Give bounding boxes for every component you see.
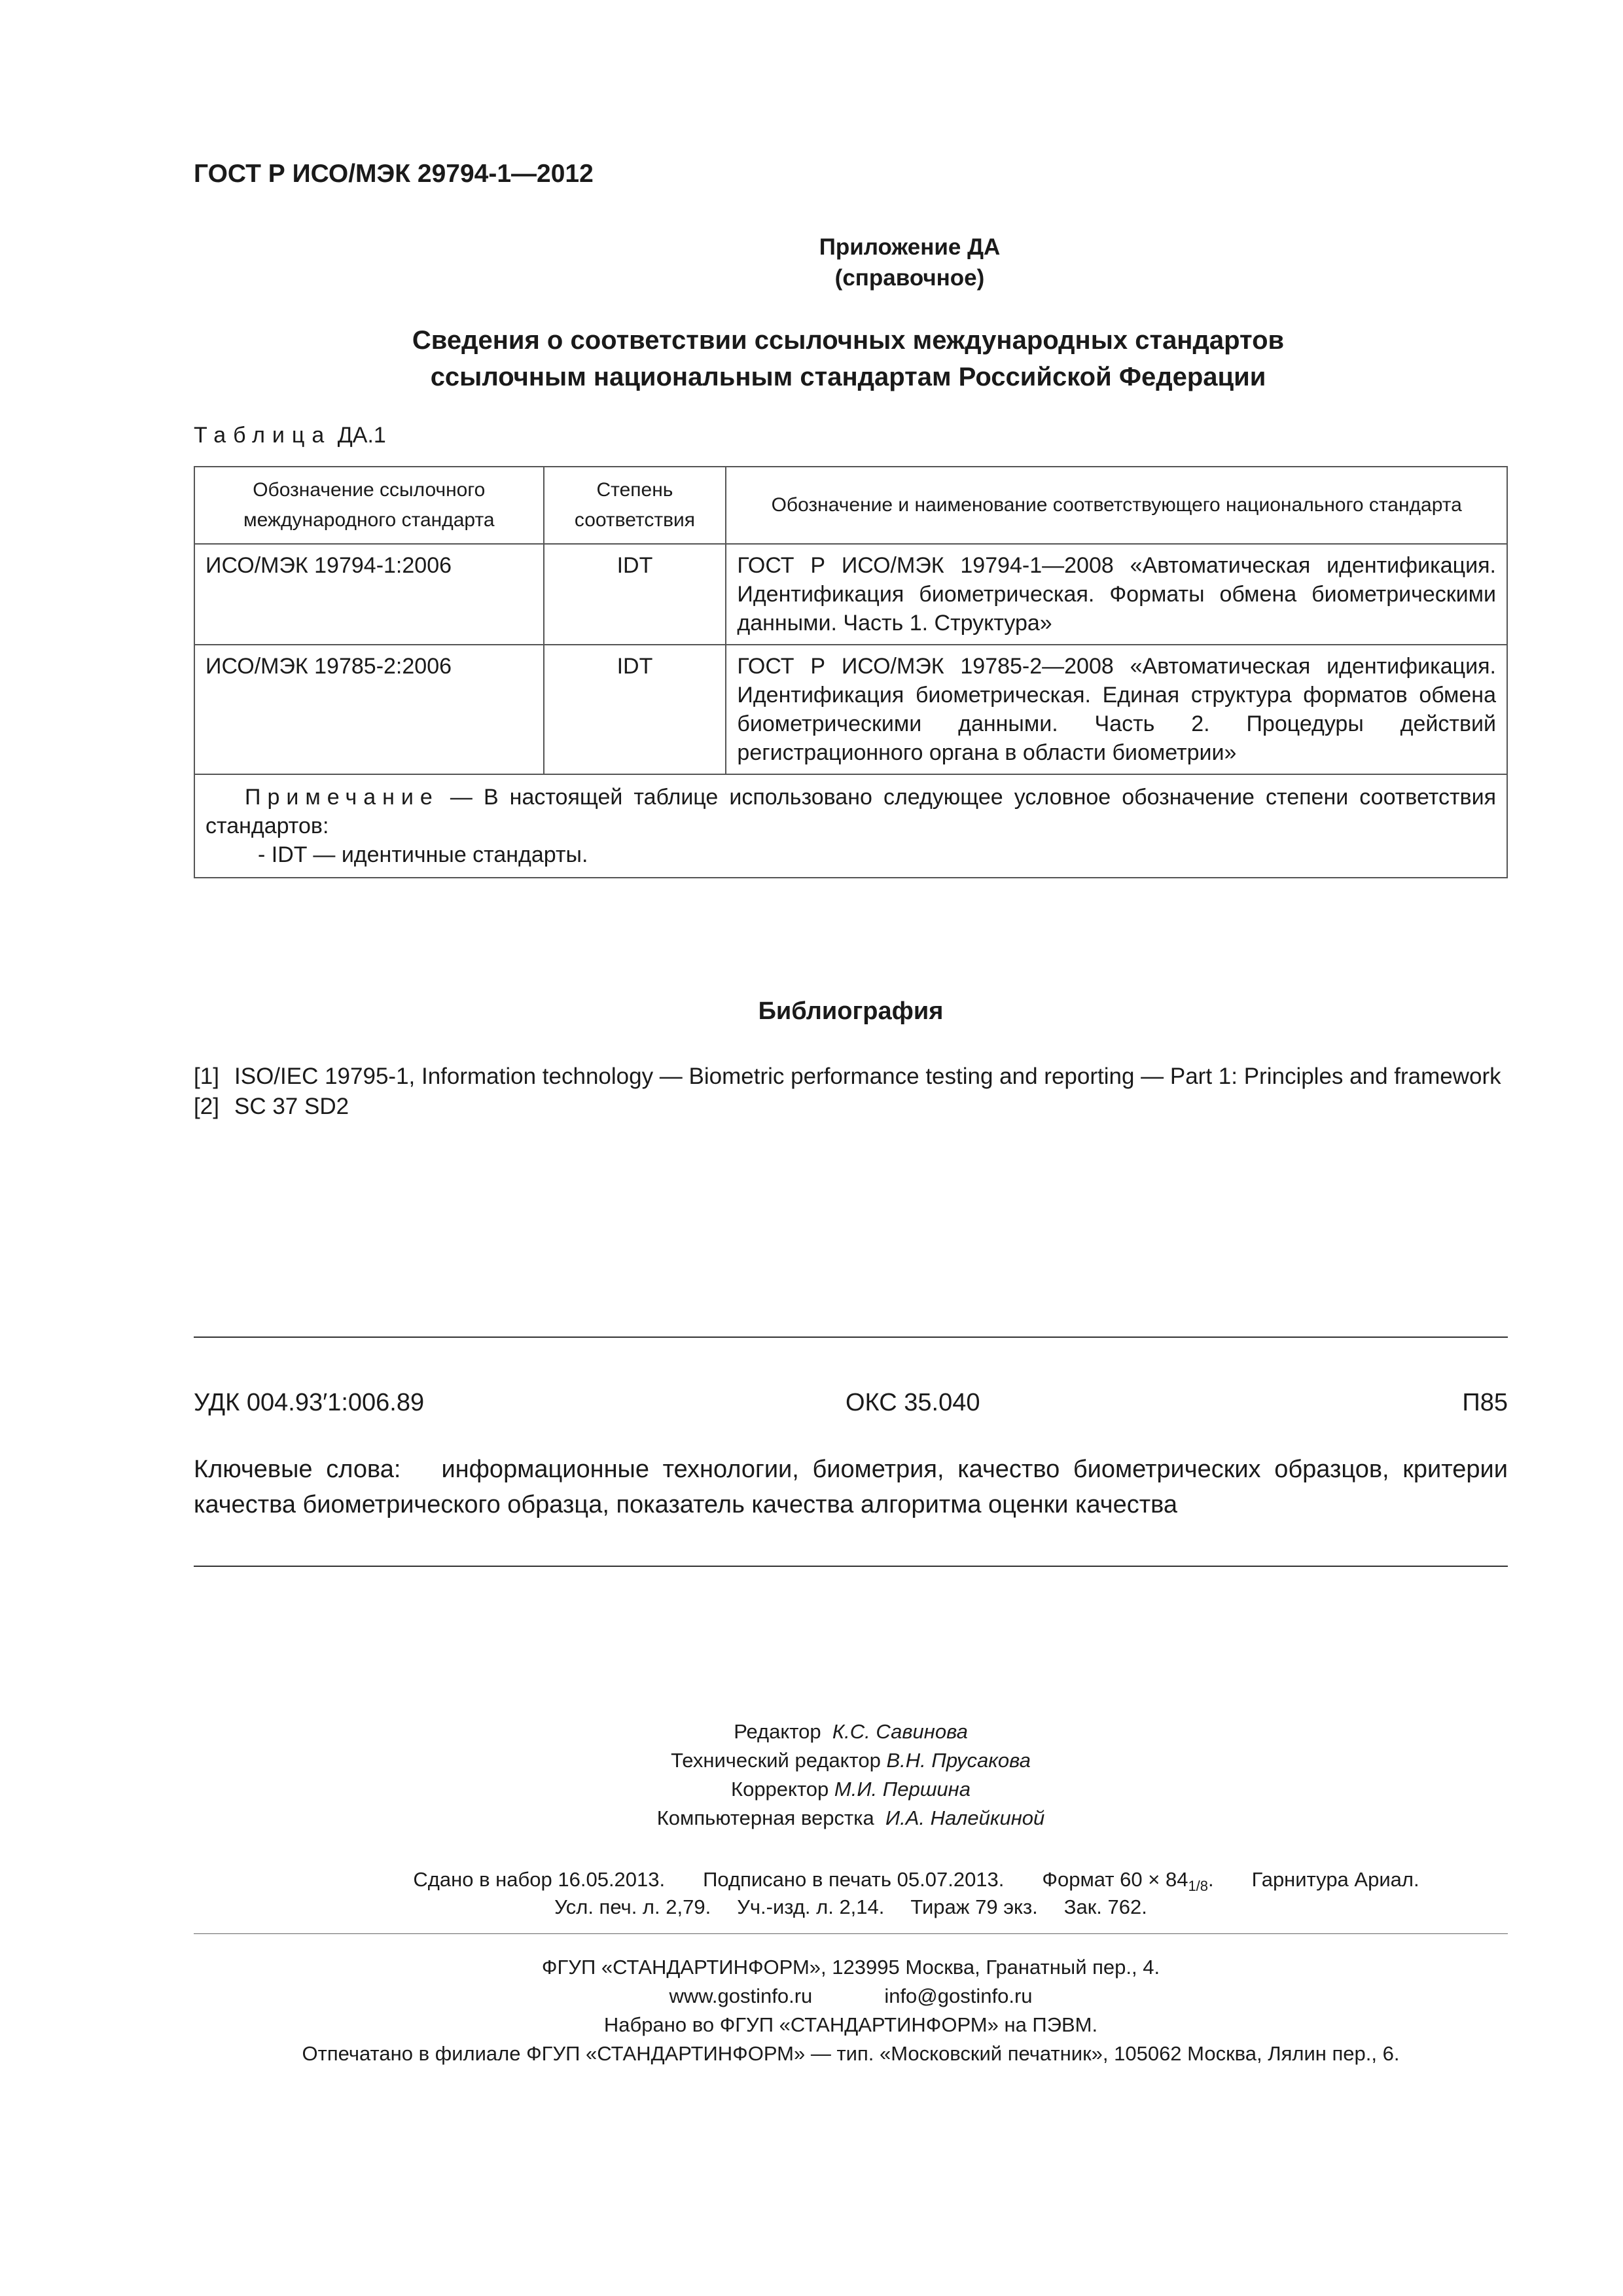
paper-format: Формат $60 \times 84_{1/8}$.: [1042, 1868, 1214, 1895]
note-label: Примечание: [245, 785, 439, 810]
table-caption-word: Таблица: [194, 423, 332, 448]
oks-code: ОКС 35.040: [846, 1389, 980, 1416]
publisher-contacts: [0, 1982, 1623, 2011]
credits: [0, 1717, 1623, 1833]
keywords-text: информационные технологии, биометрия, качество биометрических образцов, критерии качества биометрического образца, показатель качества алгоритма оценки качества: [194, 1456, 1508, 1518]
printer-info: [0, 1953, 1623, 2068]
bib-number: [1]: [194, 1064, 219, 1089]
footer-divider-bottom: [194, 1566, 1508, 1567]
publisher-divider: [194, 1933, 1508, 1934]
typeset-info: Набрано во ФГУП «СТАНДАРТИНФОРМ» на ПЭВМ.: [603, 2013, 1098, 2036]
credit-name: М.И. Першина: [834, 1778, 971, 1801]
typeface: Гарнитура Ариал.: [1251, 1868, 1419, 1891]
header-degree: Степень соответствия: [544, 467, 726, 544]
bib-text: SC 37 SD2: [234, 1094, 349, 1119]
cell-degree: IDT: [544, 645, 726, 774]
cell-intl-standard: ИСО/МЭК 19785-2:2006: [194, 645, 544, 774]
section-title-line1: Сведения о соответствии ссылочных международных стандартов: [412, 326, 1285, 355]
print-sheets: Усл. печ. л. 2,79.: [554, 1895, 711, 1918]
credit-name: В.Н. Прусакова: [886, 1749, 1031, 1772]
table-header-row: [194, 467, 1507, 544]
credit-name: И.А. Налейкиной: [885, 1806, 1045, 1829]
circulation: Тираж 79 экз.: [910, 1895, 1038, 1918]
keywords-label: Ключевые слова:: [194, 1456, 401, 1483]
annex-heading: [0, 232, 1623, 293]
credit-editor: [0, 1717, 1623, 1746]
credit-label: Компьютерная верстка: [656, 1806, 874, 1829]
annex-kind: (справочное): [834, 265, 985, 291]
footer-divider-top: [194, 1336, 1508, 1338]
bib-number: [2]: [194, 1094, 219, 1119]
submitted-date: Сдано в набор 16.05.2013.: [413, 1868, 666, 1891]
header-intl-standard: Обозначение ссылочного международного стандарта: [194, 467, 544, 544]
table-note: [194, 774, 1507, 878]
note-text: — В настоящей таблице использовано следующее условное обозначение степени соответствия стандартов:: [205, 785, 1496, 838]
document-header: ГОСТ Р ИСО/МЭК 29794-1—2012: [194, 160, 594, 188]
list-item: [194, 1092, 1508, 1122]
credit-label: Технический редактор: [671, 1749, 881, 1772]
printed-info: Отпечатано в филиале ФГУП «СТАНДАРТИНФОРМ» — тип. «Московский печатник», 105062 Москва, Лялин пер., 6.: [302, 2042, 1400, 2065]
table-caption-number: ДА.1: [337, 423, 386, 448]
publishing-line-2: [0, 1893, 1623, 1922]
bib-text: ISO/IEC 19795-1, Information technology — Biometric performance testing and reporting — Part 1: Principles and framework: [234, 1064, 1501, 1089]
cell-intl-standard: ИСО/МЭК 19794-1:2006: [194, 544, 544, 645]
table-caption: [194, 423, 386, 448]
header-national-standard: Обозначение и наименование соответствующего национального стандарта: [726, 467, 1507, 544]
keywords: [194, 1452, 1508, 1522]
group-code: П85: [1462, 1389, 1508, 1416]
note-item: - IDT — идентичные стандарты.: [258, 842, 588, 867]
order-number: Зак. 762.: [1063, 1895, 1147, 1918]
bibliography-title: Библиография: [758, 997, 944, 1025]
cell-national-standard: ГОСТ Р ИСО/МЭК 19794-1—2008 «Автоматическая идентификация. Идентификация биометрическая. Форматы обмена биометрическими данными. Часть 1. Структура»: [726, 544, 1507, 645]
credit-name: К.С. Савинова: [832, 1720, 968, 1743]
credit-label: Редактор: [734, 1720, 821, 1743]
format-fraction: 1/8: [1188, 1878, 1209, 1895]
credit-label: Корректор: [731, 1778, 829, 1801]
section-title: [194, 322, 1503, 395]
cell-national-standard: ГОСТ Р ИСО/МЭК 19785-2—2008 «Автоматическая идентификация. Идентификация биометрическая. Единая структура форматов обмена биометрическими данными. Часть 2. Процедуры действий регистрационного органа в области биометрии»: [726, 645, 1507, 774]
list-item: [194, 1062, 1508, 1092]
publication-sheets: Уч.-изд. л. 2,14.: [737, 1895, 885, 1918]
bibliography-list: [194, 1062, 1508, 1122]
publisher-email: info@gostinfo.ru: [884, 1984, 1033, 2007]
format-prefix: Формат 60 × 84: [1042, 1868, 1188, 1891]
correspondence-table: [194, 466, 1508, 878]
credit-corrector: [0, 1775, 1623, 1804]
signed-date: Подписано в печать 05.07.2013.: [703, 1868, 1005, 1891]
table-row: [194, 645, 1507, 774]
credit-tech-editor: [0, 1746, 1623, 1775]
section-title-line2: ссылочным национальным стандартам Российской Федерации: [430, 363, 1266, 391]
table-note-row: [194, 774, 1507, 878]
credit-layout: [0, 1804, 1623, 1833]
publisher-address: ФГУП «СТАНДАРТИНФОРМ», 123995 Москва, Гранатный пер., 4.: [541, 1956, 1160, 1979]
table-row: [194, 544, 1507, 645]
publisher-website: www.gostinfo.ru: [669, 1984, 813, 2007]
cell-degree: IDT: [544, 544, 726, 645]
udk-code: УДК 004.93′1:006.89: [194, 1389, 425, 1416]
annex-title: Приложение ДА: [819, 234, 1001, 260]
